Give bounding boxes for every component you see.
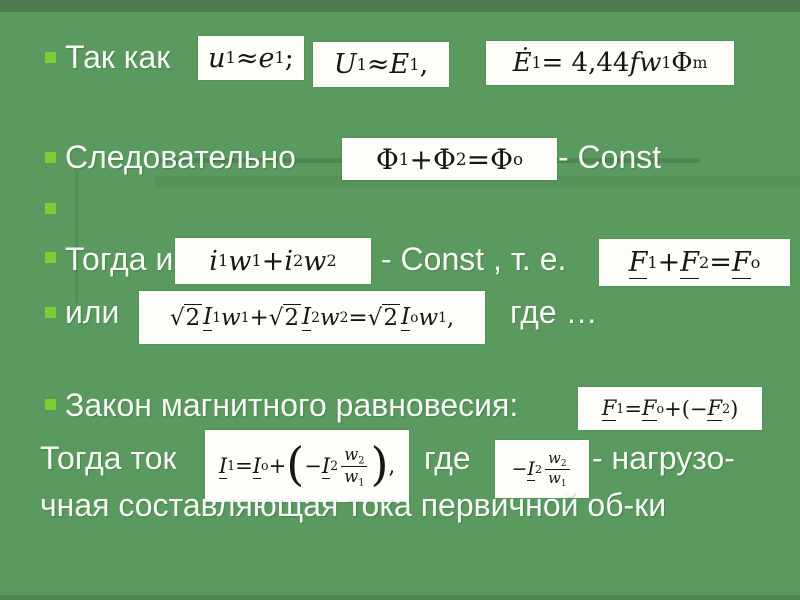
bullet-marker-6 <box>45 399 56 410</box>
formula-mmf-sum: i 1 w 1 + i 2 w 2 <box>175 238 371 284</box>
bullet-marker-1 <box>45 52 56 63</box>
text-togda-i: Тогда и <box>65 241 174 277</box>
formula-primary-current: I 1 = I o + ( − I 2 $\frac{w_2}{w_1}$ ) , <box>205 430 409 502</box>
formula-load-component: − I 2 $\frac{w_2}{w_1}$ <box>495 440 589 498</box>
formula-emf-equation: Ė 1 = 4,44 fw 1 Φ m <box>486 41 734 85</box>
text-tak-kak: Так как <box>65 39 171 75</box>
top-border-bar <box>0 0 800 12</box>
text-gde-2: где <box>424 440 471 476</box>
text-togda-tok: Тогда ток <box>40 440 177 476</box>
text-nagruzo: - нагрузо- <box>592 440 735 476</box>
text-zakon: Закон магнитного равновесия: <box>65 387 519 423</box>
bullet-marker-5 <box>45 307 56 318</box>
formula-sqrt2-currents: √2 I 1 w 1 + √2 I 2 w 2 = √2 I o w 1 , <box>139 291 485 344</box>
formula-u1-approx-e1: u 1 ≈ e 1 ; <box>198 36 304 80</box>
formula-U1-approx-E1: U 1 ≈ E 1 , <box>313 42 449 87</box>
bottom-border-bar <box>0 595 800 600</box>
formula-magnetic-balance-law: F 1 = F o +(− F 2 ) <box>578 387 762 430</box>
bullet-marker-2 <box>45 152 56 163</box>
formula-flux-balance: Φ 1 + Φ 2 = Φ o <box>342 138 557 180</box>
text-ili: или <box>65 294 120 330</box>
text-gde-1: где … <box>510 294 598 330</box>
background-shadow-vertical-line <box>75 168 78 303</box>
text-sledovatelno: Следовательно <box>65 139 296 175</box>
formula-F-balance: F 1 + F 2 = F o <box>599 239 790 286</box>
bullet-marker-3 <box>45 203 56 214</box>
bullet-marker-4 <box>45 252 56 263</box>
text-chnaya-sostavlyayushchaya: чная составляющая тока первичной об-ки <box>40 487 667 523</box>
text-const-1: - Const <box>558 139 662 175</box>
text-const-2: - Const , т. е. <box>381 241 567 277</box>
